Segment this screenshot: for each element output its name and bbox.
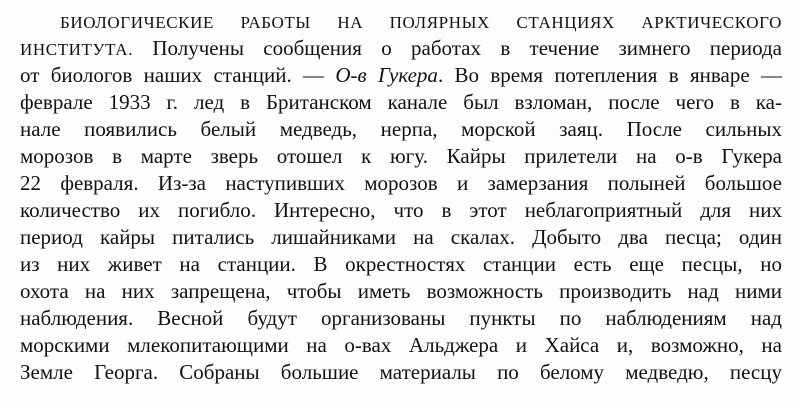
text-run: количество их погибло. Интересно, что в этот неблагоприятный для них [20, 198, 782, 222]
text-run: морскими млекопитающими на о-вах Альджера и Хайса и, возможно, на [20, 333, 782, 357]
text-line [20, 224, 782, 251]
text-run: от биологов наших станций. — [20, 63, 325, 87]
text-line [20, 143, 782, 170]
article-body [20, 8, 782, 386]
text-run: из них живет на станции. В окрестностях станции есть еще песцы, но [20, 252, 782, 276]
article-heading: БИОЛОГИЧЕСКИЕ РАБОТЫ НА ПОЛЯРНЫХ СТАНЦИЯХ АРКТИЧЕСКОГО [60, 13, 782, 32]
text-run: наблюдения. Весной будут организованы пункты по наблюдениям над [20, 306, 782, 330]
italic-place-name: О-в Гукера [324, 63, 438, 87]
text-run: феврале 1933 г. лед в Британском канале был взломан, после чего в ка- [20, 90, 782, 114]
text-line [20, 305, 782, 332]
text-line [20, 197, 782, 224]
text-run: . Во время потепления в январе — [437, 63, 782, 87]
text-line [20, 89, 782, 116]
text-line [20, 8, 782, 35]
text-run: охота на них запрещена, чтобы иметь возможность производить над ними [20, 279, 782, 303]
text-line [20, 332, 782, 359]
text-run: нале появились белый медведь, нерпа, морской заяц. После сильных [20, 117, 782, 141]
text-line [20, 251, 782, 278]
text-line [20, 62, 782, 89]
text-line [20, 278, 782, 305]
text-run: 22 февраля. Из-за наступивших морозов и замерзания полыней большое [20, 171, 782, 195]
text-run: морозов в марте зверь отошел к югу. Кайры прилетели на о-в Гукера [20, 144, 782, 168]
text-run: Получены сообщения о работах в течение зимнего периода [133, 36, 782, 60]
text-line [20, 116, 782, 143]
text-run: период кайры питались лишайниками на скалах. Добыто два песца; один [20, 225, 782, 249]
text-line [20, 170, 782, 197]
text-line [20, 35, 782, 62]
article-heading-end: ИНСТИТУТА. [20, 40, 134, 59]
text-run: Земле Георга. Собраны большие материалы по белому медведю, песцу [20, 360, 782, 384]
text-line [20, 359, 782, 386]
